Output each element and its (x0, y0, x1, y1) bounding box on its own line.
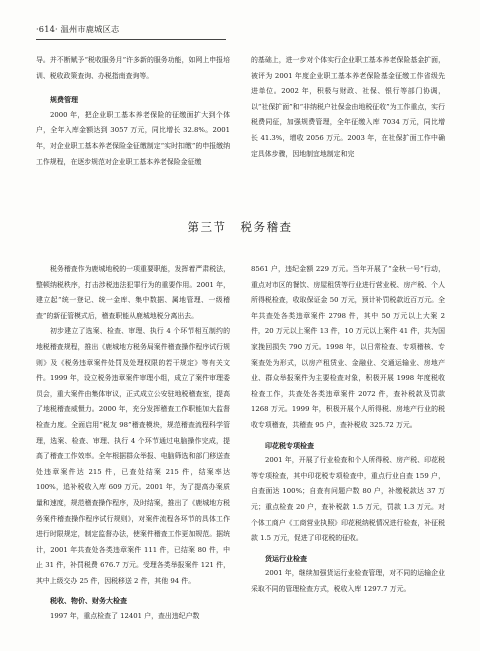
subheading-freight-inspection: 货运行业检查 (265, 553, 307, 563)
paragraph: 2001 年，开展了行业检查和个人所得税、房产税、印花税等专项检查，其中印花税专项检查中，重点行业自查 159 户，自查面达 100%；自查有问题户数 80 户，补缴税款达 37 万元；重点检查 20 户，查补税款 1.5 万元，罚款 1.3 万元。对个体工商户《工商营业执照》印花税纳税情况进行检查，补征税款 1.5 万元，促进了印花税的征收。 (251, 456, 445, 543)
paragraph: 1997 年，重点检查了 12401 户，查出违纪户数 (50, 612, 200, 621)
top-left-column (36, 53, 230, 170)
subheading-tax-price-finance-inspection: 税收、物价、财务大检查 (50, 596, 127, 606)
subheading-stamp-tax-inspection: 印花税专项检查 (265, 440, 314, 450)
subheading-fee-management: 规费管理 (50, 95, 78, 105)
paragraph: 导。并不断赋予“税收服务月”许多新的服务功能，如网上申报培训、税收政策查询、办税指南查询等。 (36, 56, 230, 80)
bottom-right-column (251, 262, 445, 597)
section-title: 税务稽查 (240, 220, 293, 234)
bottom-left-column (36, 262, 230, 625)
paragraph: 税务稽查作为鹿城地税的一项重要职能，发挥着严肃税法，整顿纳税秩序，打击涉税违法犯罪行为的重要作用。2001 年，建立起“统一登记、统一金库、集中数据、属地管理、一级稽查”的新征管模式后，稽查职能从鹿城地税分离出去。 (36, 265, 230, 320)
paragraph: 2001 年，继续加强货运行业检查管理，对不同的运输企业采取不同的管理检查方式，税收入库 1297.7 万元。 (251, 569, 445, 593)
header-rule (36, 39, 226, 40)
running-head: ·614· 温州市鹿城区志 (36, 24, 120, 34)
paragraph: 的基础上，进一步对个体实行企业职工基本养老保险基金扩面，被评为 2001 年度企业职工基本养老保险基金征缴工作省级先进单位。2002 年，积极与财政、社保、银行等部门协调，以“社保扩面”和“非纳税户社保金由地税征收”为工作重点，实行税费同征，加强规费管理，全年征缴入库 7034 万元，同比增长 41.3%，增收 2056 万元。2003 年，在社保扩面工作中确定具体步骤，因地制宜地制定和完 (251, 56, 445, 158)
section-number: 第三节 (187, 220, 227, 234)
section-heading (0, 219, 480, 235)
paragraph: 初步建立了选案、检查、审理、执行 4 个环节相互制约的地税稽查规程，推出《鹿城地方税务局案件稽查操作程序试行规则》及《税务违章案件处罚及处理权限的若干规定》等有关文件。1999 年，设立税务违章案件审理小组，成立了案件审理委员会，重大案件由集体审议，正式成立公安驻地税稽查室，提高了地税稽查威慑力。2000 年，充分发挥稽查工作职能加大监督检查力度。全面启用“税友 98”稽查模块，规范稽查流程科学管理，选案、检查、审理、执行 4 个环节通过电脑操作完成，提高了稽查工作效率。全年根据群众举报、电脑筛选和部门移送查处违章案件达 215 件，已查处结案 215 件，结案率达 100%，追补税收入库 609 万元。2001 年，为了提高办案质量和速度，规范稽查操作程序，及时结案，推出了《鹿城地方税务案件稽查操作程序试行规则》，对案件流程各环节的具体工作进行时限规定，制定监督办法，使案件稽查工作更加规范。据统计，2001 年共查处各类违章案件 111 件，已结案 80 件，中止 31 件，补罚税费 676.7 万元。受理各类举报案件 121 件，其中上级交办 25 件，因税移送 2 件，其他 94 件。 (36, 327, 230, 585)
top-right-column (251, 53, 445, 162)
paragraph: 2000 年，把企业职工基本养老保险的征缴面扩大到个体户，全年入库金额达到 3057 万元，同比增长 32.8%。2001 年，对企业职工基本养老保险金征缴制定“实时扣缴”的申报缴纳工作规程，在逐步规范对企业职工基本养老保险金征缴 (36, 110, 230, 166)
paragraph: 8561 户，违纪金额 229 万元。当年开展了“金秋一号”行动，重点对市区的餐饮、房屋租赁等行业进行营业税、房产税、个人所得税检查，收取保证金 50 万元，预计补罚税款近百万元。全年共查处各类违章案件 2798 件，其中 50 万元以上大案 2 件，20 万元以上案件 13 件，10 万元以上案件 41 件，共为国家挽回损失 790 万元。1998 年，以日常检查、专项稽核、专案查处为形式，以房产租赁业、金融业、交通运输业、房地产业、群众举报案件为主要检查对象，积极开展 1998 年度税收检查工作，共查处各类违章案件 2072 件，查补税款及罚款 1268 万元。1999 年，积极开展个人所得税、房地产行业的税收专项稽查，共稽查 95 户，查补税收 325.72 万元。 (251, 265, 445, 429)
